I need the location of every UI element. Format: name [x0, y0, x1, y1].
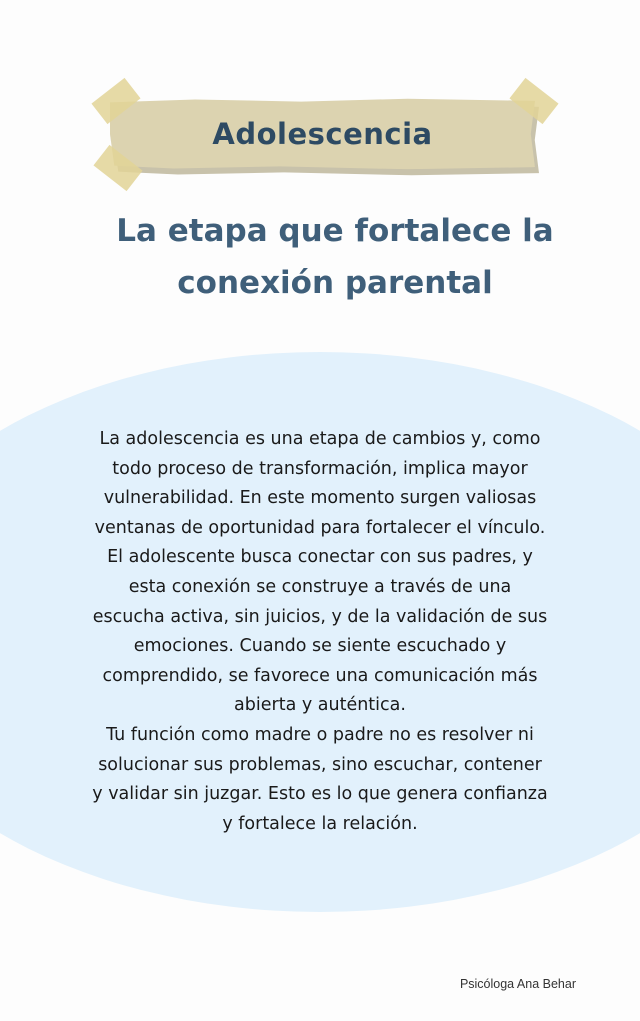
page-title: Adolescencia: [212, 117, 433, 151]
author-credit: Psicóloga Ana Behar: [459, 977, 576, 991]
body-paragraph: La adolescencia es una etapa de cambios y, como todo proceso de transformación, implica mayor vulnerabilidad. En este momento surgen valiosas ventanas de oportunidad para fortalecer el vínculo. El adolescente busca conectar con sus padres, y esta conexión se construye a través de una escucha activa, sin juicios, y de la validación de sus emociones. Cuando se siente escuchado y comprendido, se favorece una comunicación más abierta y auténtica. Tu función como madre o padre no es resolver ni solucionar sus problemas, sino escuchar, contener y validar sin juzgar. Esto es lo que genera confianza y fortalece la relación.: [92, 429, 548, 834]
title-label: [95, 80, 555, 190]
page-subtitle: La etapa que fortalece la conexión parental: [116, 213, 554, 301]
